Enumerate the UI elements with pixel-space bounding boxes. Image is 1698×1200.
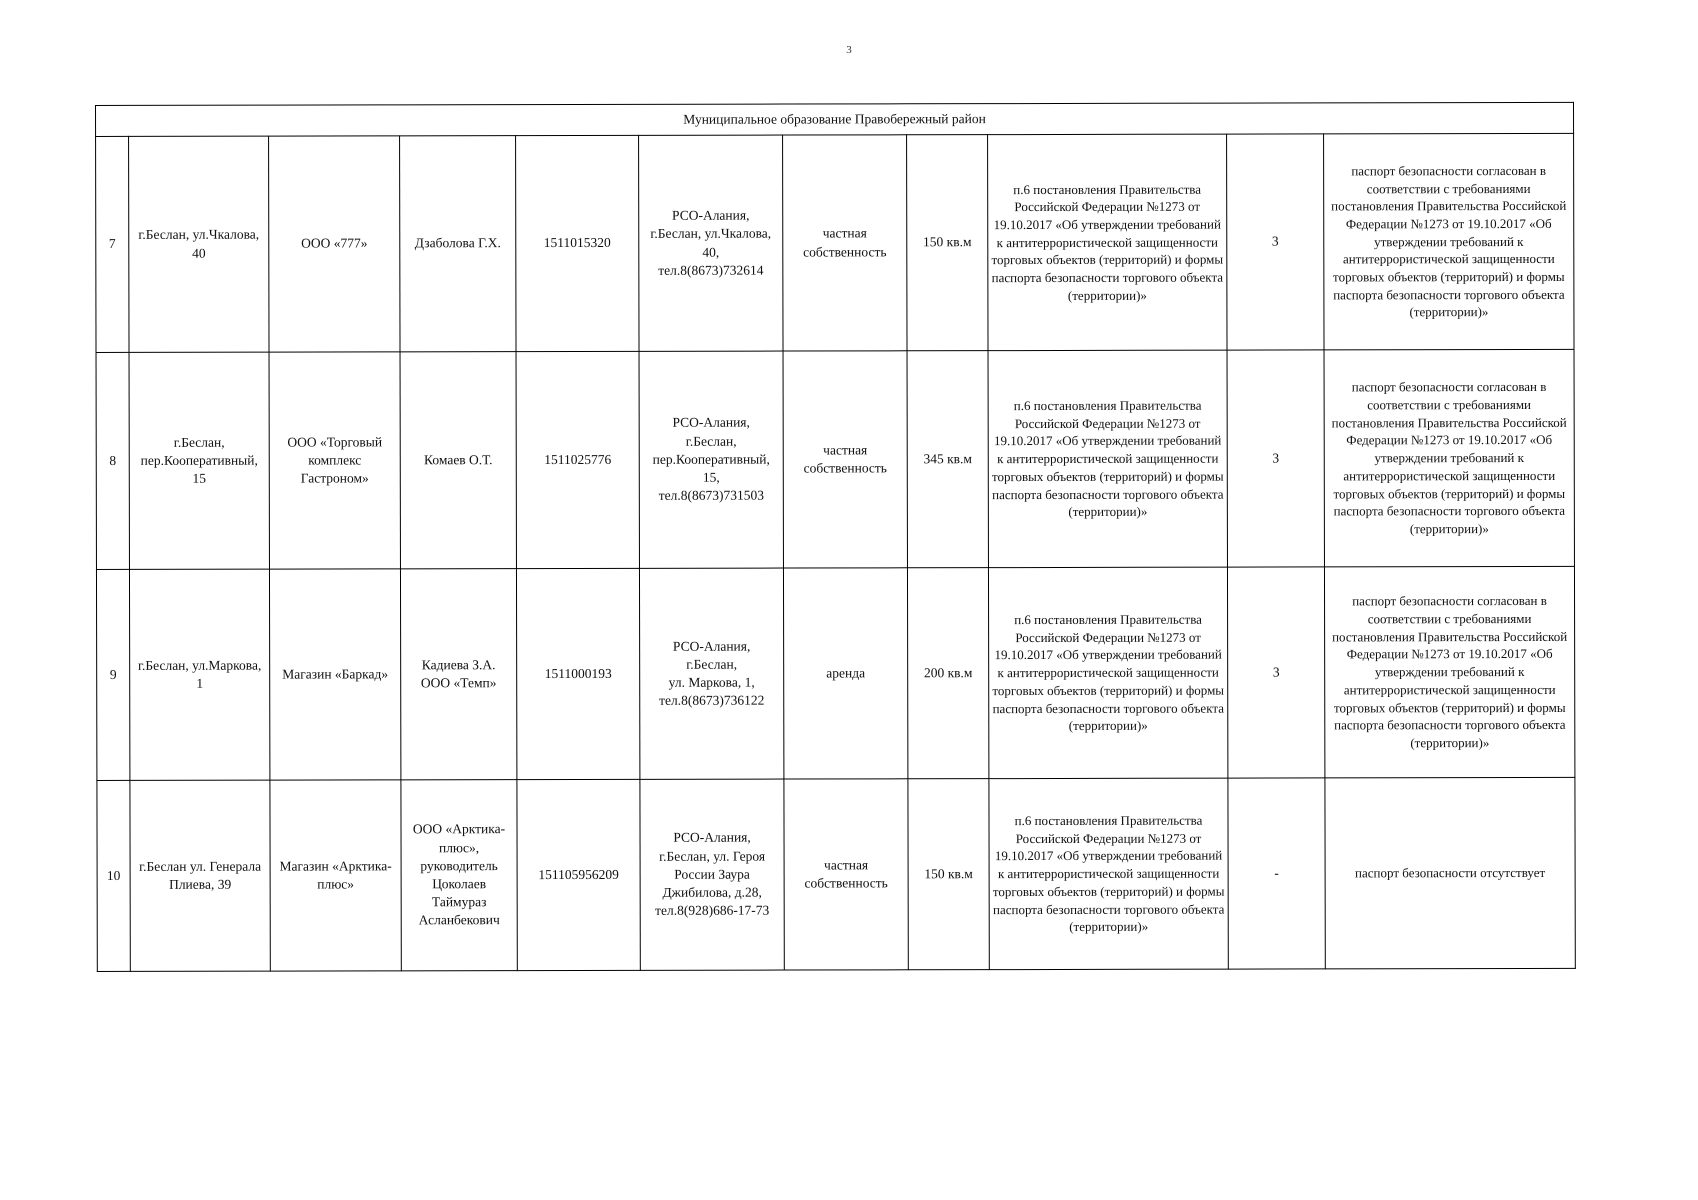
cell-contacts: РСО-Алания, г.Беслан, ул. Героя России Заура Джибилова, д.28, тел.8(928)686-17-73	[640, 779, 784, 970]
cell-category: 3	[1227, 350, 1324, 567]
cell-contacts: РСО-Алания, г.Беслан, ул.Чкалова, 40, тел.8(8673)732614	[639, 135, 783, 351]
cell-category: 3	[1227, 567, 1324, 778]
cell-object-name: Магазин «Баркад»	[269, 569, 400, 780]
cell-contacts: РСО-Алания, г.Беслан, ул. Маркова, 1, тел.8(8673)736122	[639, 568, 783, 779]
cell-ownership: частная собственность	[783, 351, 907, 568]
table-row	[96, 349, 1574, 569]
cell-passport-status: паспорт безопасности согласован в соответствии с требованиями постановления Правительства Российской Федерации №1273 от 19.10.2017 «Об утверждении требований к антитеррористической защищенности торговых объектов (территорий) и формы паспорта безопасности торгового объекта (территории)»	[1324, 133, 1574, 350]
cell-basis: п.6 постановления Правительства Российской Федерации №1273 от 19.10.2017 «Об утверждении требований к антитеррористической защищенности торговых объектов (территорий) и формы паспорта безопасности торгового объекта (территории)»	[988, 134, 1227, 351]
table-row	[96, 133, 1574, 352]
cell-number: 8	[96, 352, 129, 569]
cell-ownership: аренда	[783, 568, 907, 779]
cell-basis: п.6 постановления Правительства Российской Федерации №1273 от 19.10.2017 «Об утверждении требований к антитеррористической защищенности торговых объектов (территорий) и формы паспорта безопасности торгового объекта (территории)»	[988, 350, 1227, 568]
cell-area: 150 кв.м	[908, 779, 989, 970]
cell-inn: 1511000193	[516, 568, 639, 779]
cell-passport-status: паспорт безопасности отсутствует	[1325, 777, 1575, 969]
cell-inn: 1511015320	[516, 135, 639, 351]
table-row	[96, 566, 1574, 780]
table-caption: Муниципальное образование Правобережный район	[96, 102, 1574, 136]
cell-location: г.Беслан, ул.Чкалова, 40	[129, 136, 269, 352]
table-row	[97, 777, 1575, 971]
table-caption-row	[96, 102, 1574, 136]
cell-ownership: частная собственность	[783, 135, 907, 351]
cell-owner: Дзаболова Г.Х.	[400, 136, 516, 352]
cell-category: 3	[1227, 134, 1324, 350]
cell-passport-status: паспорт безопасности согласован в соответствии с требованиями постановления Правительства Российской Федерации №1273 от 19.10.2017 «Об утверждении требований к антитеррористической защищенности торговых объектов (территорий) и формы паспорта безопасности торгового объекта (территории)»	[1324, 349, 1574, 567]
cell-object-name: ООО «Торговый комплекс Гастроном»	[269, 352, 400, 569]
register-table	[95, 102, 1576, 972]
cell-area: 200 кв.м	[907, 568, 988, 779]
cell-owner: Комаев О.Т.	[400, 352, 516, 569]
cell-object-name: ООО «777»	[269, 136, 400, 352]
cell-number: 7	[96, 136, 129, 352]
cell-location: г.Беслан, пер.Кооперативный, 15	[129, 352, 269, 569]
cell-owner: ООО «Арктика-плюс», руководитель Цоколаев Таймураз Асланбекович	[401, 780, 517, 971]
cell-passport-status: паспорт безопасности согласован в соответствии с требованиями постановления Правительства Российской Федерации №1273 от 19.10.2017 «Об утверждении требований к антитеррористической защищенности торговых объектов (территорий) и формы паспорта безопасности торгового объекта (территории)»	[1324, 566, 1574, 778]
cell-location: г.Беслан ул. Генерала Плиева, 39	[130, 780, 270, 971]
cell-area: 345 кв.м	[907, 351, 988, 568]
cell-inn: 151105956209	[517, 779, 640, 970]
cell-location: г.Беслан, ул.Маркова, 1	[129, 569, 269, 780]
cell-owner: Кадиева З.А. ООО «Темп»	[400, 569, 516, 780]
cell-basis: п.6 постановления Правительства Российской Федерации №1273 от 19.10.2017 «Об утверждении требований к антитеррористической защищенности торговых объектов (территорий) и формы паспорта безопасности торгового объекта (территории)»	[988, 567, 1227, 779]
cell-category: -	[1228, 778, 1325, 969]
cell-contacts: РСО-Алания, г.Беслан, пер.Кооперативный, 15, тел.8(8673)731503	[639, 351, 783, 568]
cell-number: 9	[96, 569, 129, 780]
cell-basis: п.6 постановления Правительства Российской Федерации №1273 от 19.10.2017 «Об утверждении требований к антитеррористической защищенности торговых объектов (территорий) и формы паспорта безопасности торгового объекта (территории)»	[989, 778, 1228, 970]
cell-area: 150 кв.м	[907, 135, 988, 351]
cell-object-name: Магазин «Арктика-плюс»	[270, 780, 401, 971]
cell-number: 10	[97, 780, 130, 971]
cell-inn: 1511025776	[516, 351, 639, 568]
page-number: 3	[846, 44, 852, 56]
cell-ownership: частная собственность	[784, 779, 908, 970]
